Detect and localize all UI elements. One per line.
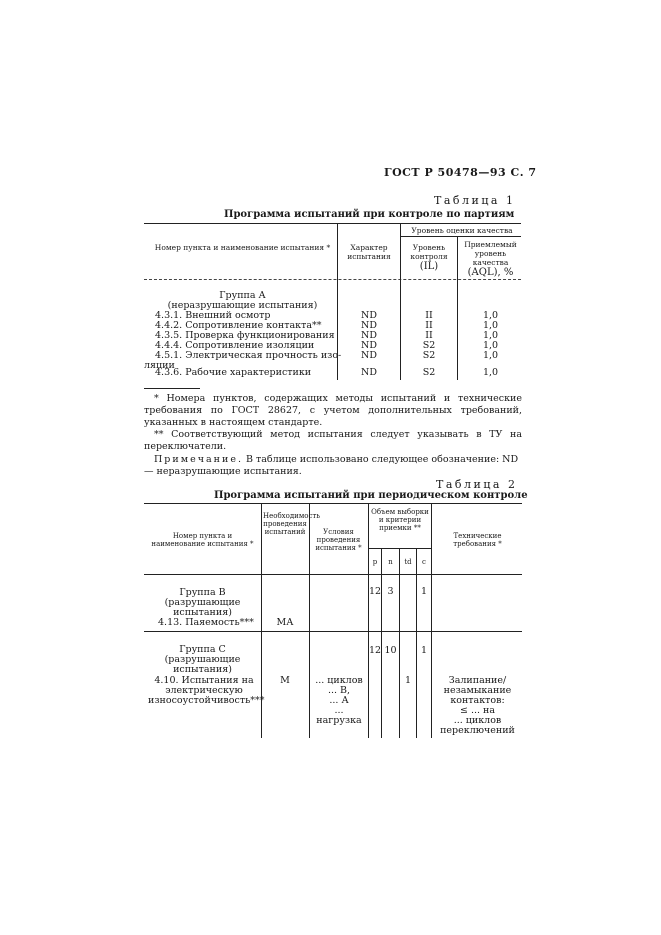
cond-amps: ... А: [329, 695, 349, 706]
table1-vline-3: [457, 236, 458, 380]
page-header: ГОСТ Р 50478—93 С. 7: [384, 166, 537, 179]
table2-col-item: Номер пункта и наименование испытания *: [151, 532, 254, 548]
tech-line-1: Залипание/незамыкание: [443, 675, 512, 696]
tech-line-5: переключений: [440, 725, 515, 736]
table2-col-need: Необходимость проведения испытаний: [263, 512, 321, 536]
table2-sub-td: td: [404, 558, 412, 566]
table1-top-rule: [144, 223, 521, 224]
table1-col-il-label: Уровень контроля: [410, 243, 448, 261]
table1-row-item: 4.3.5. Проверка функционирования: [155, 330, 335, 341]
table1-row-char: ND: [361, 350, 377, 361]
table1-label: Таблица 1: [434, 194, 516, 207]
table2-vline-6: [416, 548, 417, 738]
table1-col-aql: [460, 240, 521, 279]
tech-line-3: ≤ ... на: [459, 705, 496, 716]
table2-row-b-need: МА: [276, 617, 294, 628]
table1-row-il: S2: [422, 350, 436, 361]
table2-row-c-td: 1: [404, 675, 412, 686]
table2-row-c-c: 1: [420, 645, 428, 656]
table1-row-il: II: [425, 320, 433, 331]
table2-col-sample: Объем выборки и критерии приемки **: [371, 508, 429, 532]
table1-remark: [144, 454, 522, 478]
table2-row-b-p: 12: [369, 586, 382, 597]
table2-group-b-sub: (разрушающие испытания): [164, 597, 241, 618]
table2-vline-5: [399, 548, 400, 738]
table2-sub-p: p: [372, 558, 378, 566]
table1-row-item: 4.5.1. Электрическая прочность изо-: [155, 350, 342, 361]
table2-label: Таблица 2: [436, 478, 518, 491]
cond-cycles: ... циклов: [315, 675, 363, 686]
tech-line-2: контактов:: [450, 695, 505, 706]
table2-row-c-item: 4.10. Испытания на электрическую износоустойчивость***: [148, 675, 265, 706]
table1-row-aql: 1,0: [482, 320, 499, 331]
table1-row-char: ND: [361, 330, 377, 341]
table2-vline-7: [431, 503, 432, 738]
table1-group-sub: (неразрушающие испытания): [167, 300, 318, 311]
table1-row-item: 4.4.4. Сопротивление изоляции: [155, 340, 315, 351]
table1-col-item: Номер пункта и наименование испытания *: [154, 243, 331, 252]
table2-header-rule: [144, 574, 522, 575]
table1-group: Группа А: [219, 290, 266, 301]
table1-row-item: 4.4.2. Сопротивление контакта**: [155, 320, 322, 331]
table1-quality-rule: [400, 236, 521, 237]
table1-row-il: II: [425, 310, 433, 321]
table1-row-aql: 1,0: [482, 367, 499, 378]
table2-row-c-need: М: [280, 675, 290, 686]
table1-vline-2: [400, 223, 401, 380]
table1-col-char: Характер испытания: [347, 243, 391, 261]
footnote-rule: [144, 388, 200, 389]
table2-row-b-item: 4.13. Паяемость***: [158, 617, 254, 628]
table2-col-cond: Условия проведения испытания *: [315, 528, 362, 552]
table1-row-item: 4.3.6. Рабочие характеристики: [155, 367, 312, 378]
table1-col-il: [403, 243, 455, 273]
table1-row-aql: 1,0: [482, 310, 499, 321]
table1-col-il-abbr: (IL): [419, 261, 439, 272]
table2-vline-2: [309, 503, 310, 738]
table2-row-b-n: 3: [387, 586, 394, 597]
table2-group-c: Группа С: [179, 644, 226, 655]
table1-title: Программа испытаний при контроле по партиям: [224, 209, 515, 220]
table1-col-aql-abbr: (AQL), %: [467, 267, 514, 278]
table1-row-char: ND: [361, 340, 377, 351]
remark-text: В таблице использовано следующее обозначение: ND — неразрушающие испытания.: [144, 454, 519, 477]
table2-row-c-tech: [433, 676, 522, 736]
table1-row-char: ND: [361, 310, 377, 321]
table1-row-item: 4.3.1. Внешний осмотр: [155, 310, 271, 321]
table1-row-aql: 1,0: [482, 340, 499, 351]
remark-label: Примечание.: [154, 454, 243, 465]
table2-group-b: Группа В: [179, 587, 226, 598]
table2-col-tech: Технические требования *: [453, 532, 502, 548]
table2-row-b-c: 1: [420, 586, 428, 597]
table1-row-il: S2: [422, 340, 436, 351]
table2-group-c-sub: (разрушающие испытания): [164, 654, 241, 675]
table1-header-rule: [144, 279, 521, 280]
table2-sub-c: c: [422, 558, 426, 566]
cond-volts: ... В,: [327, 685, 351, 696]
table1-row-char: ND: [361, 367, 377, 378]
table2-top-rule: [144, 503, 522, 504]
cond-load: ... нагрузка: [316, 705, 362, 726]
table2-vline-4: [381, 548, 382, 738]
tech-line-4: ... циклов: [453, 715, 502, 726]
table2-sub-n: n: [388, 558, 393, 566]
table1-col-aql-label: Приемлемый уровень качества: [464, 240, 517, 267]
table1-row-il: II: [425, 330, 433, 341]
table1-row-aql: 1,0: [482, 350, 499, 361]
table1-row-char: ND: [361, 320, 377, 331]
table1-col-quality: Уровень оценки качества: [411, 226, 513, 235]
table1-row-aql: 1,0: [482, 330, 499, 341]
table2-title: Программа испытаний при периодическом контроле: [214, 490, 528, 501]
table1-row-item-cont: ляции: [144, 360, 175, 371]
footnote-2: ** Соответствующий метод испытания следует указывать в ТУ на переключатели.: [144, 429, 522, 452]
footnote-1: * Номера пунктов, содержащих методы испытаний и технические требования по ГОСТ 28627, с учетом дополнительных требований, указанных в настоящем стандарте.: [144, 393, 522, 428]
table2-group-rule: [144, 631, 522, 632]
table1-row-il: S2: [422, 367, 436, 378]
table2-row-c-cond: [311, 676, 367, 726]
table2-row-c-p: 12: [369, 645, 382, 656]
table2-vline-3: [368, 503, 369, 738]
table2-row-c-n: 10: [384, 645, 397, 656]
